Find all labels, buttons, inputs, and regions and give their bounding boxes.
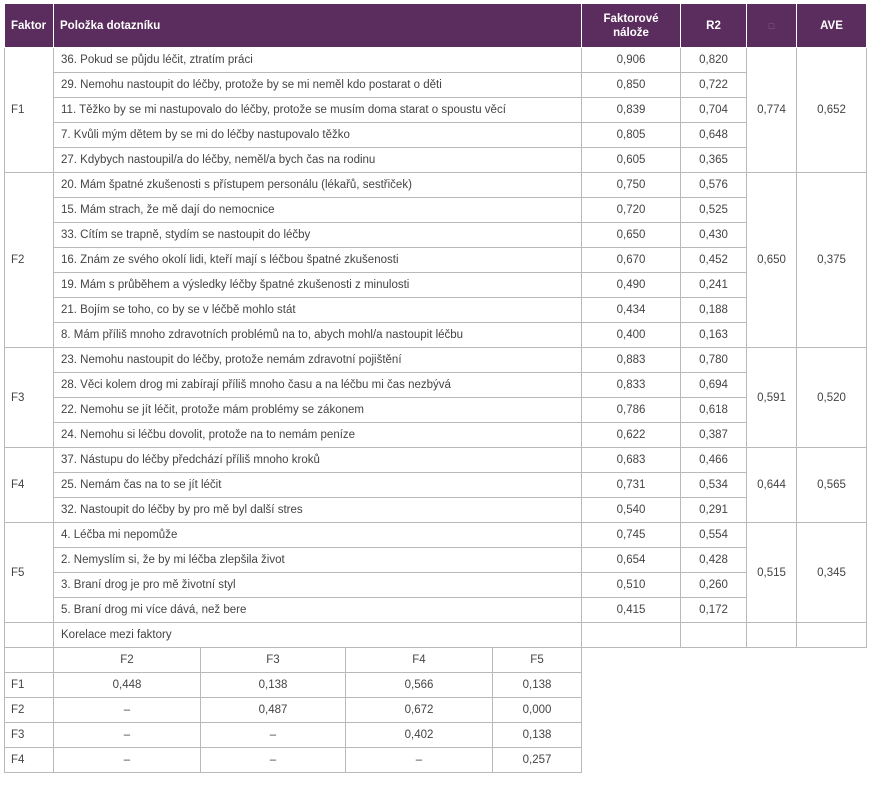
correlation-label-row — [5, 623, 867, 648]
table-row — [5, 573, 867, 598]
item-loading: 0,650 — [582, 223, 681, 248]
item-loading: 0,654 — [582, 548, 681, 573]
item-r2: 0,172 — [681, 598, 747, 623]
item-text: 7. Kvůli mým dětem by se mi do léčby nastupovalo těžko — [54, 123, 582, 148]
table-row — [5, 273, 867, 298]
table-row — [5, 548, 867, 573]
item-text: 25. Nemám čas na to se jít léčit — [54, 473, 582, 498]
item-text: 19. Mám s průběhem a výsledky léčby špatné zkušenosti z minulosti — [54, 273, 582, 298]
table-row — [5, 373, 867, 398]
table-body — [5, 48, 867, 773]
item-loading: 0,850 — [582, 73, 681, 98]
table-row — [5, 148, 867, 173]
item-loading: 0,731 — [582, 473, 681, 498]
item-loading: 0,839 — [582, 98, 681, 123]
item-text: 36. Pokud se půjdu léčit, ztratím práci — [54, 48, 582, 73]
correlation-value: – — [201, 723, 346, 748]
correlation-row-label: F4 — [5, 748, 54, 773]
table-row — [5, 398, 867, 423]
empty-cell — [582, 623, 681, 648]
item-loading: 0,540 — [582, 498, 681, 523]
correlation-value: 0,487 — [201, 698, 346, 723]
table-row — [5, 48, 867, 73]
header-ave: AVE — [797, 4, 867, 48]
item-loading: 0,510 — [582, 573, 681, 598]
correlation-column-header: F4 — [346, 648, 493, 673]
item-loading: 0,750 — [582, 173, 681, 198]
item-r2: 0,820 — [681, 48, 747, 73]
table-row — [5, 123, 867, 148]
table-row — [5, 73, 867, 98]
item-text: 37. Nástupu do léčby předchází příliš mnoho kroků — [54, 448, 582, 473]
table-row — [5, 298, 867, 323]
item-r2: 0,780 — [681, 348, 747, 373]
empty-cell — [797, 623, 867, 648]
correlation-value: 0,448 — [54, 673, 201, 698]
item-r2: 0,188 — [681, 298, 747, 323]
item-r2: 0,365 — [681, 148, 747, 173]
item-loading: 0,490 — [582, 273, 681, 298]
item-text: 11. Těžko by se mi nastupovalo do léčby, protože se musím doma starat o spoustu věcí — [54, 98, 582, 123]
item-text: 5. Braní drog mi více dává, než bere — [54, 598, 582, 623]
correlation-column-header: F3 — [201, 648, 346, 673]
item-text: 16. Znám ze svého okolí lidi, kteří mají s léčbou špatné zkušenosti — [54, 248, 582, 273]
header-alpha: □ — [747, 4, 797, 48]
table-row — [5, 598, 867, 623]
item-loading: 0,670 — [582, 248, 681, 273]
item-r2: 0,525 — [681, 198, 747, 223]
item-r2: 0,430 — [681, 223, 747, 248]
item-text: 22. Nemohu se jít léčit, protože mám problémy se zákonem — [54, 398, 582, 423]
item-r2: 0,466 — [681, 448, 747, 473]
factor-label: F1 — [5, 48, 54, 173]
item-r2: 0,163 — [681, 323, 747, 348]
correlation-value: – — [54, 723, 201, 748]
factor-label: F4 — [5, 448, 54, 523]
factor-label: F3 — [5, 348, 54, 448]
item-text: 24. Nemohu si léčbu dovolit, protože na to nemám peníze — [54, 423, 582, 448]
table-row — [5, 523, 867, 548]
correlation-value: 0,138 — [201, 673, 346, 698]
correlation-value: – — [54, 748, 201, 773]
item-r2: 0,387 — [681, 423, 747, 448]
item-loading: 0,883 — [582, 348, 681, 373]
item-text: 21. Bojím se toho, co by se v léčbě mohlo stát — [54, 298, 582, 323]
item-r2: 0,291 — [681, 498, 747, 523]
item-r2: 0,694 — [681, 373, 747, 398]
item-r2: 0,260 — [681, 573, 747, 598]
table-row — [5, 498, 867, 523]
empty-cell — [5, 648, 54, 673]
factor-analysis-table — [4, 3, 867, 773]
item-text: 32. Nastoupit do léčby by pro mě byl další stres — [54, 498, 582, 523]
item-r2: 0,722 — [681, 73, 747, 98]
header-row — [5, 4, 867, 48]
item-loading: 0,786 — [582, 398, 681, 423]
table-row — [5, 173, 867, 198]
correlation-value: 0,000 — [493, 698, 582, 723]
item-loading: 0,833 — [582, 373, 681, 398]
factor-alpha: 0,591 — [747, 348, 797, 448]
header-loading: Faktorové nálože — [582, 4, 681, 48]
correlation-value: 0,257 — [493, 748, 582, 773]
correlation-row-label: F1 — [5, 673, 54, 698]
item-loading: 0,683 — [582, 448, 681, 473]
item-r2: 0,618 — [681, 398, 747, 423]
factor-ave: 0,520 — [797, 348, 867, 448]
correlation-column-header: F5 — [493, 648, 582, 673]
factor-ave: 0,565 — [797, 448, 867, 523]
factor-ave: 0,375 — [797, 173, 867, 348]
correlation-value: 0,566 — [346, 673, 493, 698]
table-row — [5, 473, 867, 498]
factor-alpha: 0,650 — [747, 173, 797, 348]
table-row — [5, 198, 867, 223]
item-loading: 0,605 — [582, 148, 681, 173]
item-loading: 0,415 — [582, 598, 681, 623]
item-text: 3. Braní drog je pro mě životní styl — [54, 573, 582, 598]
item-loading: 0,720 — [582, 198, 681, 223]
correlation-value: 0,402 — [346, 723, 493, 748]
table-row — [5, 323, 867, 348]
item-text: 4. Léčba mi nepomůže — [54, 523, 582, 548]
table-row — [5, 248, 867, 273]
correlation-value: – — [346, 748, 493, 773]
correlation-row-label: F2 — [5, 698, 54, 723]
correlation-row-label: F3 — [5, 723, 54, 748]
item-r2: 0,534 — [681, 473, 747, 498]
empty-cell — [5, 623, 54, 648]
item-r2: 0,452 — [681, 248, 747, 273]
item-loading: 0,906 — [582, 48, 681, 73]
item-text: 8. Mám příliš mnoho zdravotních problémů na to, abych mohl/a nastoupit léčbu — [54, 323, 582, 348]
correlation-value: – — [54, 698, 201, 723]
correlation-label: Korelace mezi faktory — [54, 623, 582, 648]
correlation-value: – — [201, 748, 346, 773]
item-text: 15. Mám strach, že mě dají do nemocnice — [54, 198, 582, 223]
table-row — [5, 423, 867, 448]
table-row — [5, 348, 867, 373]
table-row — [5, 98, 867, 123]
item-text: 23. Nemohu nastoupit do léčby, protože nemám zdravotní pojištění — [54, 348, 582, 373]
item-loading: 0,745 — [582, 523, 681, 548]
item-r2: 0,241 — [681, 273, 747, 298]
item-text: 28. Věci kolem drog mi zabírají příliš mnoho času a na léčbu mi čas nezbývá — [54, 373, 582, 398]
item-r2: 0,428 — [681, 548, 747, 573]
item-r2: 0,554 — [681, 523, 747, 548]
factor-alpha: 0,644 — [747, 448, 797, 523]
header-item: Položka dotazníku — [54, 4, 582, 48]
item-text: 27. Kdybych nastoupil/a do léčby, neměl/a bych čas na rodinu — [54, 148, 582, 173]
table-row — [5, 223, 867, 248]
factor-label: F2 — [5, 173, 54, 348]
item-text: 33. Cítím se trapně, stydím se nastoupit do léčby — [54, 223, 582, 248]
table-row — [5, 448, 867, 473]
correlation-header-row — [5, 648, 867, 673]
item-r2: 0,648 — [681, 123, 747, 148]
item-loading: 0,434 — [582, 298, 681, 323]
item-text: 20. Mám špatné zkušenosti s přístupem personálu (lékařů, sestřiček) — [54, 173, 582, 198]
empty-cell — [681, 623, 747, 648]
correlation-column-header: F2 — [54, 648, 201, 673]
item-r2: 0,576 — [681, 173, 747, 198]
empty-cell — [747, 623, 797, 648]
item-text: 29. Nemohu nastoupit do léčby, protože by se mi neměl kdo postarat o děti — [54, 73, 582, 98]
item-loading: 0,622 — [582, 423, 681, 448]
correlation-value: 0,138 — [493, 723, 582, 748]
header-r2: R2 — [681, 4, 747, 48]
item-text: 2. Nemyslím si, že by mi léčba zlepšila život — [54, 548, 582, 573]
factor-label: F5 — [5, 523, 54, 623]
blank-area — [582, 648, 867, 773]
factor-ave: 0,652 — [797, 48, 867, 173]
header-factor: Faktor — [5, 4, 54, 48]
correlation-value: 0,138 — [493, 673, 582, 698]
correlation-value: 0,672 — [346, 698, 493, 723]
item-loading: 0,805 — [582, 123, 681, 148]
factor-alpha: 0,774 — [747, 48, 797, 173]
factor-alpha: 0,515 — [747, 523, 797, 623]
factor-ave: 0,345 — [797, 523, 867, 623]
item-loading: 0,400 — [582, 323, 681, 348]
item-r2: 0,704 — [681, 98, 747, 123]
